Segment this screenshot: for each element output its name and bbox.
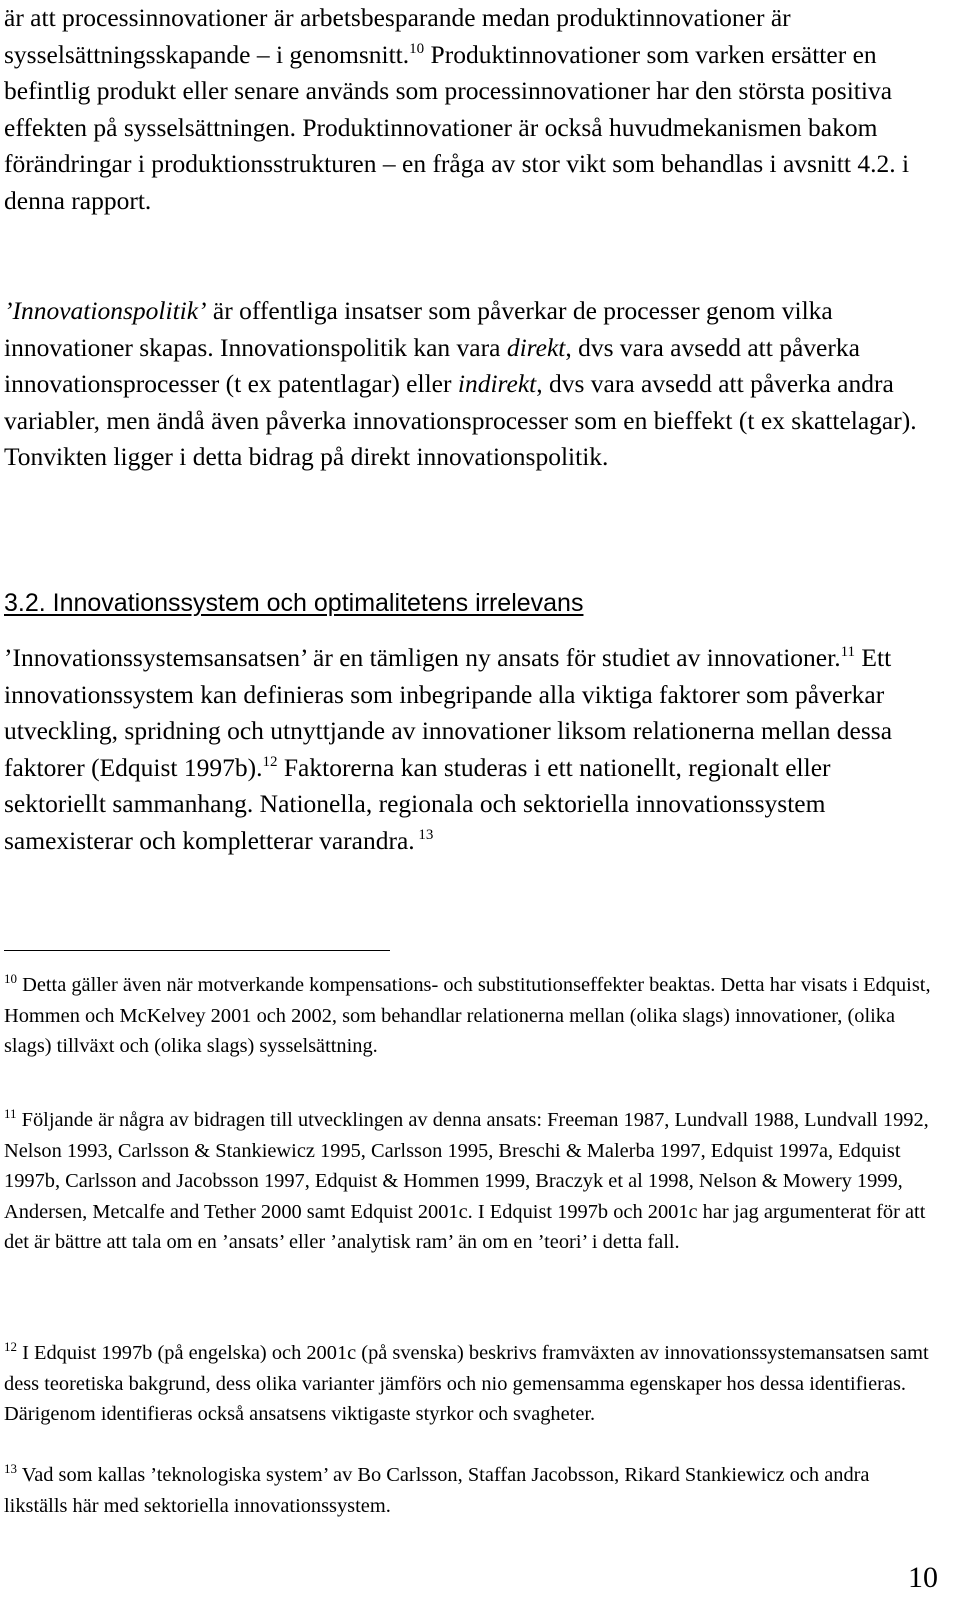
footnote-12 xyxy=(4,1338,934,1430)
footnote-ref-10[interactable]: 10 xyxy=(409,40,425,57)
footnote-13 xyxy=(4,1460,934,1521)
paragraph-text: Produktinnovationer som varken ersätter en befintlig produkt eller senare används som processinnovationer har den största positiva effekten på sysselsättningen. Produktinnovationer är också huvudmekanismen bakom förändringar i produktionsstrukturen – en fråga av stor vikt som behandlas i avsnitt 4.2. i denna rapport. xyxy=(4,39,910,215)
paragraph-innovation-policy xyxy=(4,293,934,476)
paragraph-text: , dvs vara avsedd att påverka innovationsprocesser (t ex patentlagar) eller xyxy=(4,332,860,399)
paragraph-product-innovation xyxy=(4,0,934,220)
paragraph-text: Ett innovationssystem kan definieras som inbegripande alla viktiga faktorer som påverkar utveckling, spridning och utnyttjande av innovationer liksom relationerna mellan dessa faktorer (Edquist 1997b). xyxy=(4,643,893,782)
footnote-text: I Edquist 1997b (på engelska) och 2001c (på svenska) beskrivs framväxten av innovationssystemansatsen samt dess teoretiska bakgrund, dess olika varianter jämförs och nio gemensamma egenskaper hos dessa identifieras. Därigenom identifieras också ansatsens viktigaste styrkor och svagheter. xyxy=(4,1342,929,1426)
footnote-number: 12 xyxy=(4,1339,17,1354)
footnote-number: 13 xyxy=(4,1461,17,1476)
footnote-10 xyxy=(4,970,934,1062)
footnote-ref-11[interactable]: 11 xyxy=(840,644,856,660)
footnote-ref-13[interactable]: 13 xyxy=(414,826,434,843)
footnote-text: Detta gäller även när motverkande kompensations- och substitutionseffekter beaktas. Detta har visats i Edquist, Hommen och McKelvey 2001 och 2002, som behandlar relationerna mellan (olika slags) innovationer, (olika slags) tillväxt och (olika slags) sysselsättning. xyxy=(4,974,931,1058)
footnote-11 xyxy=(4,1105,934,1258)
footnote-ref-12[interactable]: 12 xyxy=(262,753,278,770)
footnote-number: 11 xyxy=(4,1106,17,1121)
footnote-separator xyxy=(4,950,390,951)
term-indirect: indirekt xyxy=(457,369,537,399)
paragraph-text: Faktorerna kan studeras i ett nationellt, regionalt eller sektoriellt sammanhang. Nationella, regionala och sektoriella innovationssystem samexisterar och kompletterar varandra. xyxy=(4,752,831,855)
page-number: 10 xyxy=(908,1561,938,1594)
footnote-number: 10 xyxy=(4,971,17,986)
paragraph-text: är att processinnovationer är arbetsbesparande medan produktinnovationer är sysselsättningsskapande – i genomsnitt. xyxy=(4,3,791,69)
footnote-text: Följande är några av bidragen till utvecklingen av denna ansats: Freeman 1987, Lundvall 1988, Lundvall 1992, Nelson 1993, Carlsson & Stankiewicz 1995, Carlsson 1995, Breschi & Malerba 1997, Edquist 1997a, Edquist 1997b, Carlsson and Jacobsson 1997, Edquist & Hommen 1999, Braczyk et al 1998, Nelson & Mowery 1999, Andersen, Metcalfe and Tether 2000 samt Edquist 2001c. I Edquist 1997b och 2001c har jag argumenterat för att det är bättre att tala om en ’ansats’ eller ’analytisk ram’ än om en ’teori’ i detta fall. xyxy=(4,1109,929,1254)
paragraph-text: är offentliga insatser som påverkar de processer genom vilka innovationer skapas. Innovationspolitik kan vara xyxy=(4,296,833,362)
paragraph-innovation-system xyxy=(4,640,934,860)
paragraph-text: , dvs vara avsedd att påverka andra variabler, men ändå även påverka innovationsprocesser som en bieffekt (t ex skattelagar). Tonvikten ligger i detta bidrag på direkt innovationspolitik. xyxy=(4,369,917,472)
term-innovation-policy: ’Innovationspolitik’ xyxy=(4,296,207,325)
term-direct: direkt xyxy=(506,332,566,362)
section-heading: 3.2. Innovationssystem och optimalitetens irrelevans xyxy=(4,589,584,617)
footnote-text: Vad som kallas ’teknologiska system’ av Bo Carlsson, Staffan Jacobsson, Rikard Stankiewicz och andra likställs här med sektoriella innovationssystem. xyxy=(4,1464,870,1517)
paragraph-text: ’Innovationssystemsansatsen’ är en tämligen ny ansats för studiet av innovationer. xyxy=(4,643,841,672)
